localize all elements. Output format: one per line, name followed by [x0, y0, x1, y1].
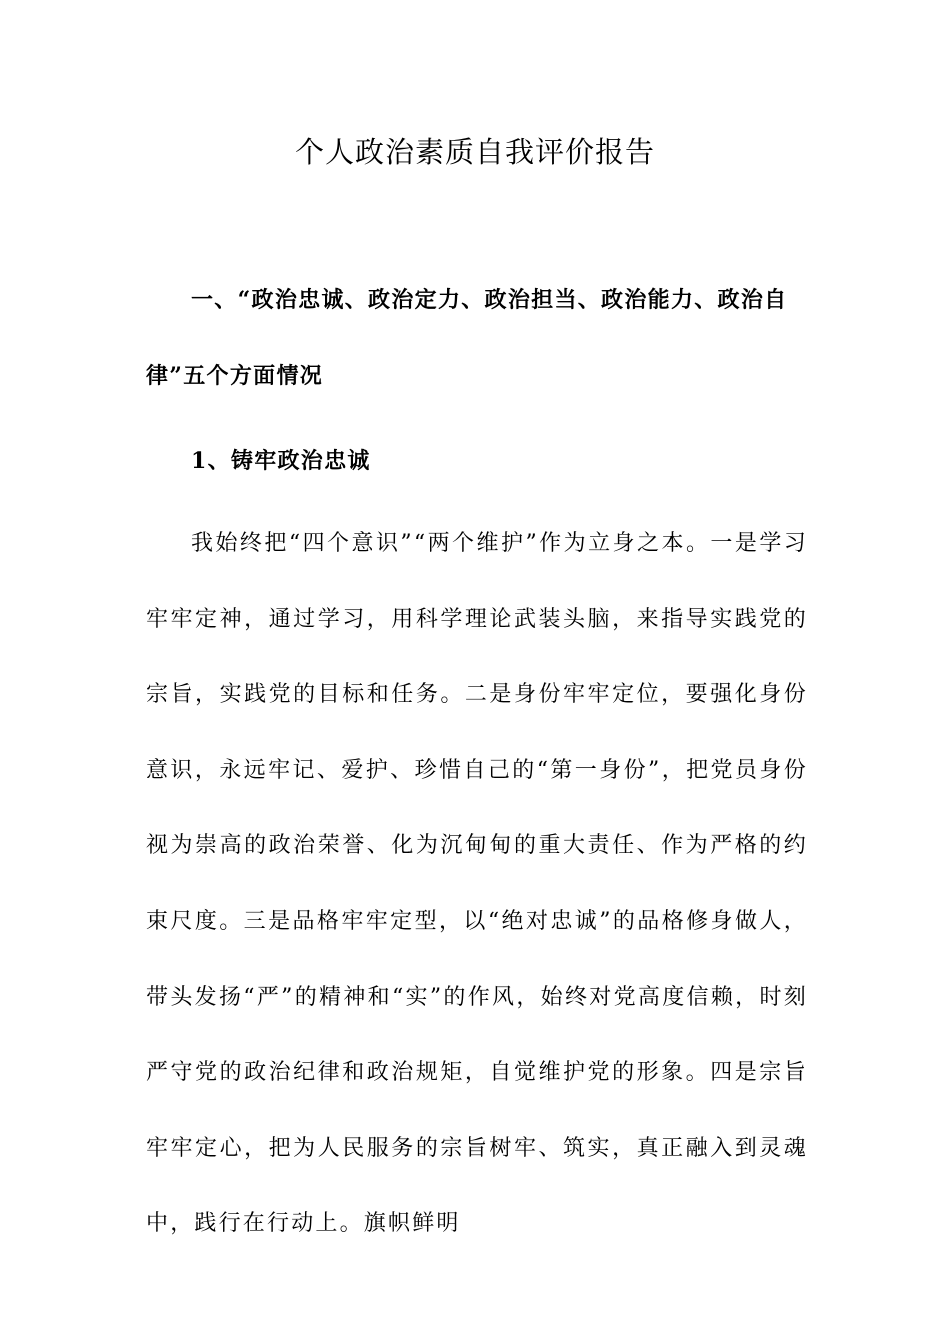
document-title: 个人政治素质自我评价报告 — [294, 135, 655, 169]
subsection-heading: 1、铸牢政治忠诚 — [191, 448, 371, 474]
section-heading: 一、“政治忠诚、政治定力、政治担当、政治能力、政治自律”五个方面情况 — [146, 287, 788, 389]
body-paragraph: 我始终把“四个意识”“两个维护”作为立身之本。一是学习牢牢定神，通过学习，用科学理论武装头脑，来指导实践党的宗旨，实践党的目标和任务。二是身份牢牢定位，要强化身份意识，永远牢记、爱护、珍惜自己的“第一身份”，把党员身份视为崇高的政治荣誉、化为沉甸甸的重大责任、作为严格的约束尺度。三是品格牢牢定型，以“绝对忠诚”的品格修身做人，带头发扬“严”的精神和“实”的作风，始终对党高度信赖，时刻严守党的政治纪律和政治规矩，自觉维护党的形象。四是宗旨牢牢定心，把为人民服务的宗旨树牢、筑实，真正融入到灵魂中，践行在行动上。旗帜鲜明 — [146, 531, 808, 1237]
